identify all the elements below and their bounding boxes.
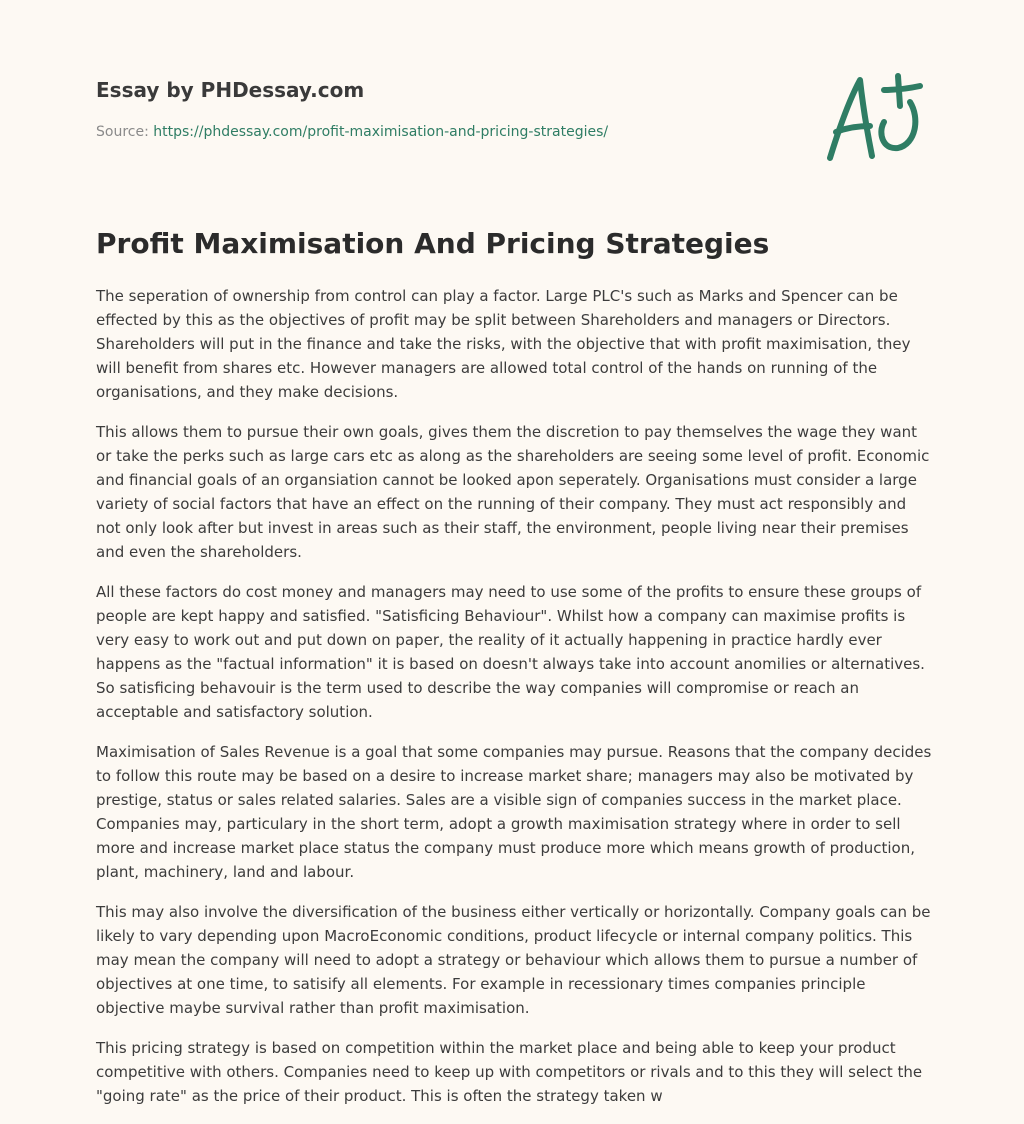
source-label: Source:	[96, 124, 149, 140]
essay-title: Profit Maximisation And Pricing Strategies	[96, 227, 770, 260]
essay-paragraph: This pricing strategy is based on competition within the market place and being able to keep your product competitive with others. Companies need to keep up with competitors or rivals and to this they will select the "going rate" as the price of their product. This is often the strategy taken w	[96, 1039, 923, 1105]
site-brand: Essay by PHDessay.com	[96, 78, 365, 102]
source-link[interactable]: https://phdessay.com/profit-maximisation-and-pricing-strategies/	[153, 124, 609, 140]
essay-paragraph: Maximisation of Sales Revenue is a goal that some companies may pursue. Reasons that the company decides to follow this route may be based on a desire to increase market share; managers may also be motivated by prestige, status or sales related salaries. Sales are a visible sign of companies success in the market place. Companies may, particulary in the short term, adopt a growth maximisation strategy where in order to sell more and increase market place status the company must produce more which means growth of production, plant, machinery, land and labour.	[96, 743, 932, 881]
essay-paragraph: The seperation of ownership from control can play a factor. Large PLC's such as Marks and Spencer can be effected by this as the objectives of profit may be split between Shareholders and managers or Directors. Shareholders will put in the finance and take the risks, with the objective that with profit maximisation, they will benefit from shares etc. However managers are allowed total control of the hands on running of the organisations, and they make decisions.	[96, 287, 911, 401]
essay-paragraph: This allows them to pursue their own goals, gives them the discretion to pay themselves the wage they want or take the perks such as large cars etc as along as the shareholders are seeing some level of profit. Economic and financial goals of an organsiation cannot be looked apon seperately. Organisations must consider a large variety of social factors that have an effect on the running of their company. They must act responsibly and not only look after but invest in areas such as their staff, the environment, people living near their premises and even the shareholders.	[96, 423, 930, 561]
essay-body	[96, 284, 932, 1124]
source-line	[96, 122, 608, 142]
essay-paragraph: This may also involve the diversification of the business either vertically or horizontally. Company goals can be likely to vary depending upon MacroEconomic conditions, product lifecycle or internal company politics. This may mean the company will need to adopt a strategy or behaviour which allows them to pursue a number of objectives at one time, to satisify all elements. For example in recessionary times companies principle objective maybe survival rather than profit maximisation.	[96, 903, 931, 1017]
essay-paragraph: All these factors do cost money and managers may need to use some of the profits to ensure these groups of people are kept happy and satisfied. "Satisficing Behaviour". Whilst how a company can maximise profits is very easy to work out and put down on paper, the reality of it actually happening in practice hardly ever happens as the "factual information" it is based on doesn't always take into account anomilies or alternatives. So satisficing behavouir is the term used to describe the way companies will compromise or reach an acceptable and satisfactory solution.	[96, 583, 925, 721]
a-plus-logo-icon	[822, 66, 932, 170]
